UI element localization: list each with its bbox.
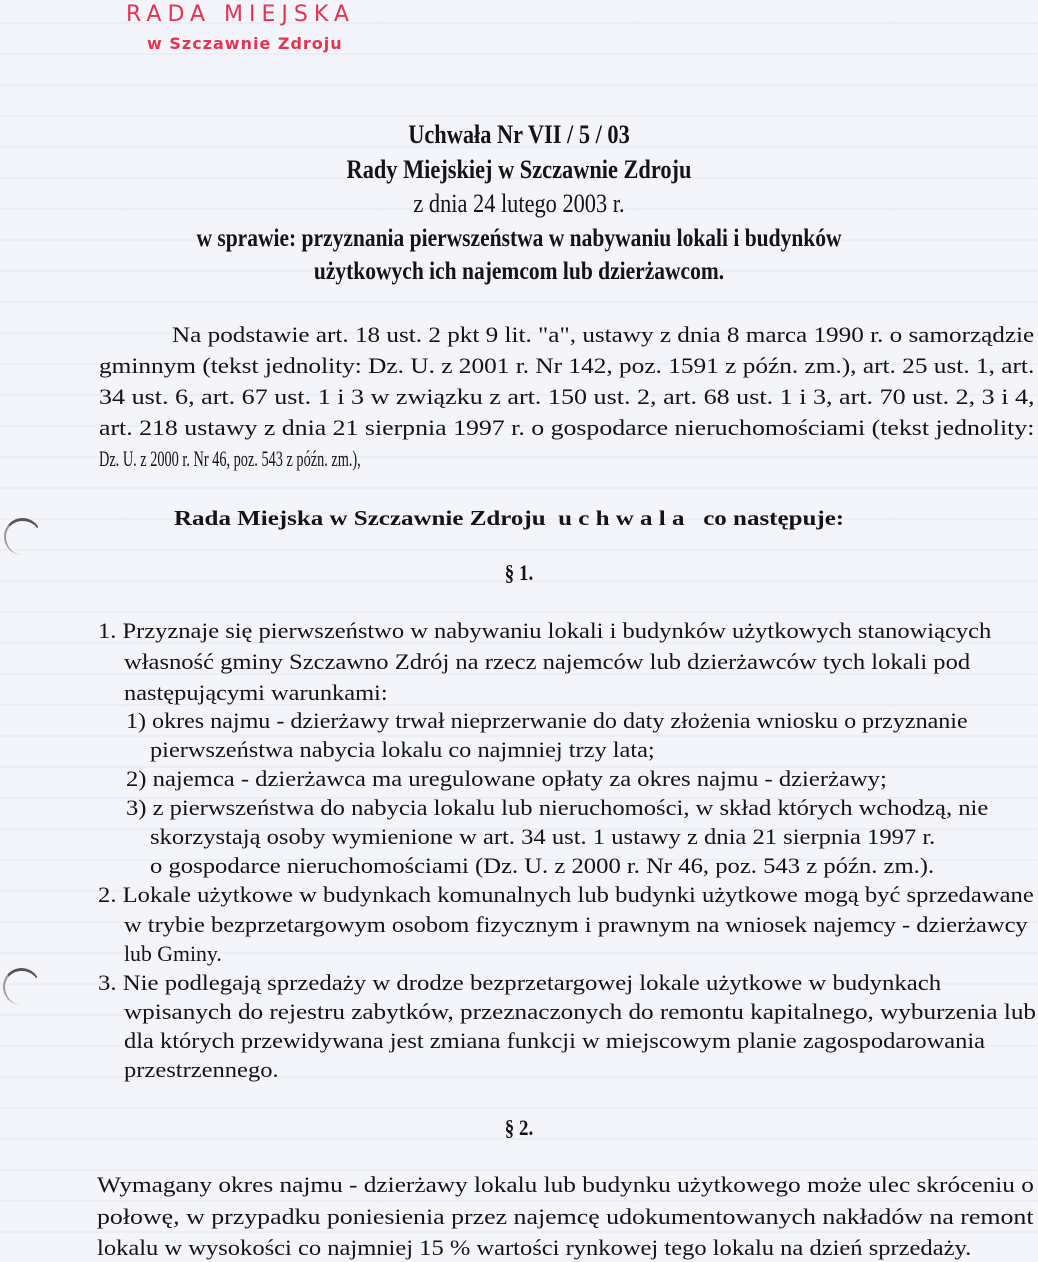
stamp-line-1: RADA MIEJSKA bbox=[126, 2, 355, 27]
section-1-line: wpisanych do rejestru zabytków, przeznaczonych do remontu kapitalnego, wyburzenia lub bbox=[124, 999, 1037, 1024]
preamble-line: Na podstawie art. 18 ust. 2 pkt 9 lit. "a", ustawy z dnia 8 marca 1990 r. o samorządzie bbox=[172, 322, 1035, 347]
section-1-line: 3) z pierwszeństwa do nabycia lokalu lub nieruchomości, w skład których wchodzą, nie bbox=[126, 795, 989, 820]
section-2-line: lokalu w wysokości co najmniej 15 % wartości rynkowej tego lokalu na dzień sprzedaży. bbox=[97, 1235, 972, 1260]
resolution-subject-line-2: użytkowych ich najemcom lub dzierżawcom. bbox=[313, 258, 725, 285]
resolves-clause: Rada Miejska w Szczawnie Zdroju u c h w a l a co następuje: bbox=[174, 506, 845, 530]
preamble-line: gminnym (tekst jednolity: Dz. U. z 2001 r. Nr 142, poz. 1591 z późn. zm.), art. 25 ust. 1, art. bbox=[99, 353, 1035, 378]
resolution-subject-line-1: w sprawie: przyznania pierwszeństwa w nabywaniu lokali i budynków bbox=[196, 225, 842, 252]
section-1-line: pierwszeństwa nabycia lokalu co najmniej trzy lata; bbox=[150, 737, 655, 762]
section-1-line: przestrzennego. bbox=[124, 1057, 279, 1082]
section-1-line: 2. Lokale użytkowe w budynkach komunalnych lub budynki użytkowe mogą być sprzedawane bbox=[98, 882, 1034, 907]
section-1-line: następującymi warunkami: bbox=[124, 680, 388, 705]
section-2-line: Wymagany okres najmu - dzierżawy lokalu lub budynku użytkowego może ulec skróceniu o bbox=[97, 1172, 1034, 1197]
stamp-line-2: w Szczawnie Zdroju bbox=[147, 34, 343, 53]
section-1-line: lub Gminy. bbox=[124, 941, 222, 966]
section-1-line: w trybie bezprzetargowym osobom fizycznym i prawnym na wniosek najemcy - dzierżawcy bbox=[124, 912, 1028, 937]
section-1-line: skorzystają osoby wymienione w art. 34 ust. 1 ustawy z dnia 21 sierpnia 1997 r. bbox=[150, 824, 936, 849]
section-1-line: 1) okres najmu - dzierżawy trwał nieprzerwanie do daty złożenia wniosku o przyznanie bbox=[126, 708, 968, 733]
section-1-line: własność gminy Szczawno Zdrój na rzecz najemców lub dzierżawców tych lokali pod bbox=[124, 649, 971, 674]
section-1-line: o gospodarce nieruchomościami (Dz. U. z 2000 r. Nr 46, poz. 543 z późn. zm.). bbox=[150, 853, 935, 878]
preamble-line: art. 218 ustawy z dnia 21 sierpnia 1997 r. o gospodarce nieruchomościami (tekst jednolity: bbox=[99, 415, 1035, 440]
section-2-line: połowę, w przypadku poniesienia przez najemcę udokumentowanych nakładów na remont bbox=[97, 1204, 1034, 1229]
section-2-heading: § 2. bbox=[504, 1115, 534, 1140]
preamble-line: 34 ust. 6, art. 67 ust. 1 i 3 w związku z art. 150 ust. 2, art. 68 ust. 1 i 3, art. 70 ust. 2, 3 i 4, bbox=[99, 384, 1035, 409]
section-1-line: 3. Nie podlegają sprzedaży w drodze bezprzetargowej lokale użytkowe w budynkach bbox=[98, 970, 942, 995]
punch-hole-icon bbox=[3, 968, 40, 1005]
resolution-title: Uchwała Nr VII / 5 / 03 bbox=[408, 120, 630, 149]
punch-hole-icon bbox=[4, 518, 41, 555]
preamble-line: Dz. U. z 2000 r. Nr 46, poz. 543 z późn. zm.), bbox=[99, 446, 361, 471]
resolution-date: z dnia 24 lutego 2003 r. bbox=[413, 189, 625, 218]
section-1-line: 2) najemca - dzierżawca ma uregulowane opłaty za okres najmu - dzierżawy; bbox=[126, 766, 887, 791]
resolution-issuer: Rady Miejskiej w Szczawnie Zdroju bbox=[346, 155, 692, 184]
section-1-line: dla których przewidywana jest zmiana funkcji w miejscowym planie zagospodarowania bbox=[124, 1028, 986, 1053]
section-1-heading: § 1. bbox=[504, 560, 534, 585]
section-1-line: 1. Przyznaje się pierwszeństwo w nabywaniu lokali i budynków użytkowych stanowiących bbox=[98, 618, 992, 643]
